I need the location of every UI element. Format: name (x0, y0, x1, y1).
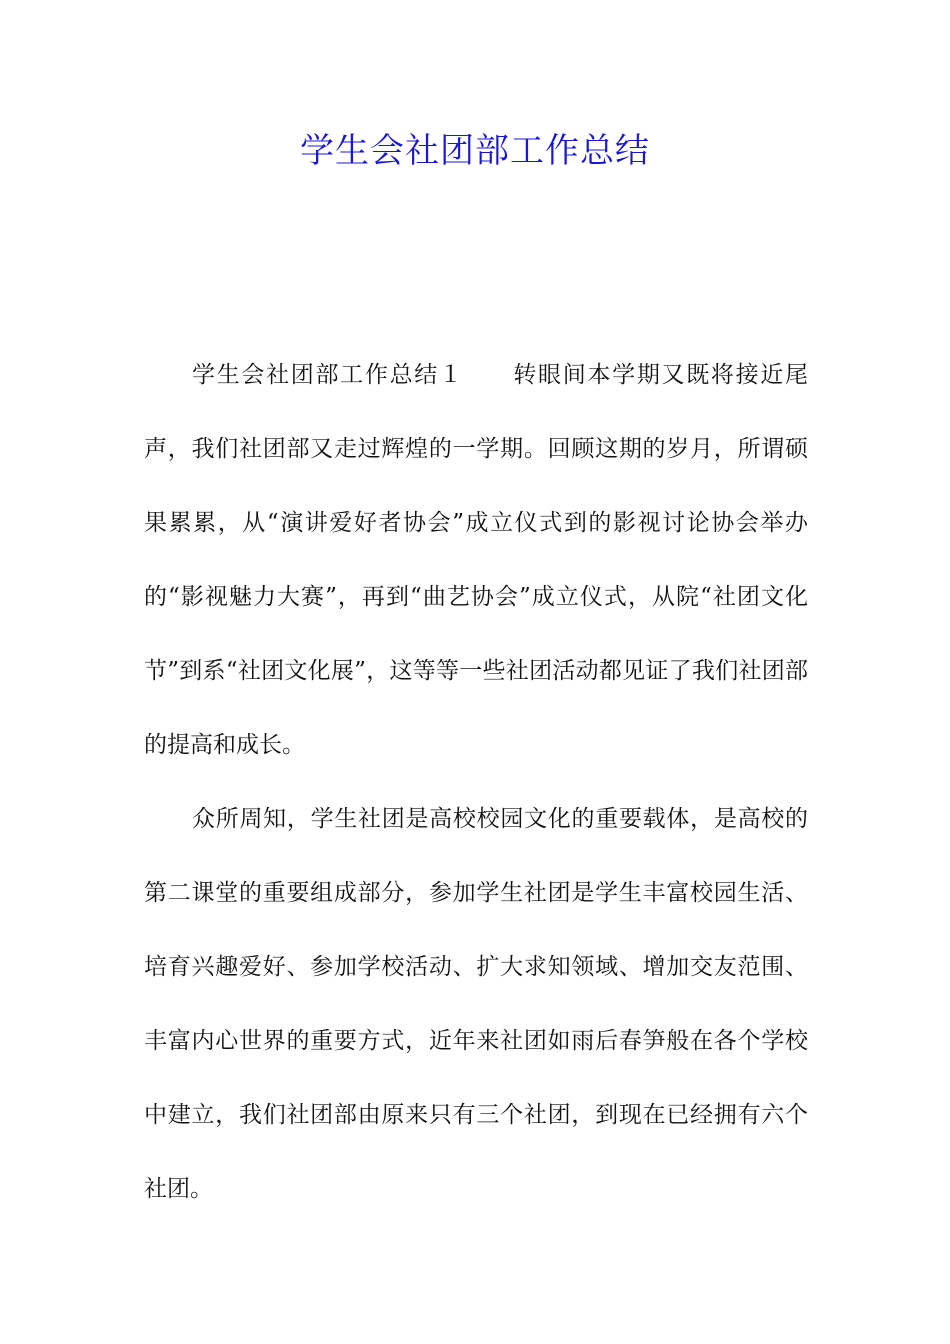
paragraph-1-heading: 学生会社团部工作总结１ (192, 362, 464, 388)
document-title: 学生会社团部工作总结 (300, 131, 650, 171)
document-body (144, 338, 808, 1226)
paragraph-2: 众所周知，学生社团是高校校园文化的重要载体，是高校的第二课堂的重要组成部分，参加学生社团是学生丰富校园生活、培育兴趣爱好、参加学校活动、扩大求知领域、增加交友范围、丰富内心世界的重要方式，近年来社团如雨后春笋般在各个学校中建立，我们社团部由原来只有三个社团，到现在已经拥有六个社团。 (144, 806, 808, 1202)
paragraph-1-text: 转眼间本学期又既将接近尾声，我们社团部又走过辉煌的一学期。回顾这期的岁月，所谓硕果累累，从“演讲爱好者协会”成立仪式到的影视讨论协会举办的“影视魅力大赛”，再到“曲艺协会”成立仪式，从院“社团文化节”到系“社团文化展”，这等等一些社团活动都见证了我们社团部的提高和成长。 (144, 362, 809, 758)
paragraph-1 (144, 338, 808, 782)
